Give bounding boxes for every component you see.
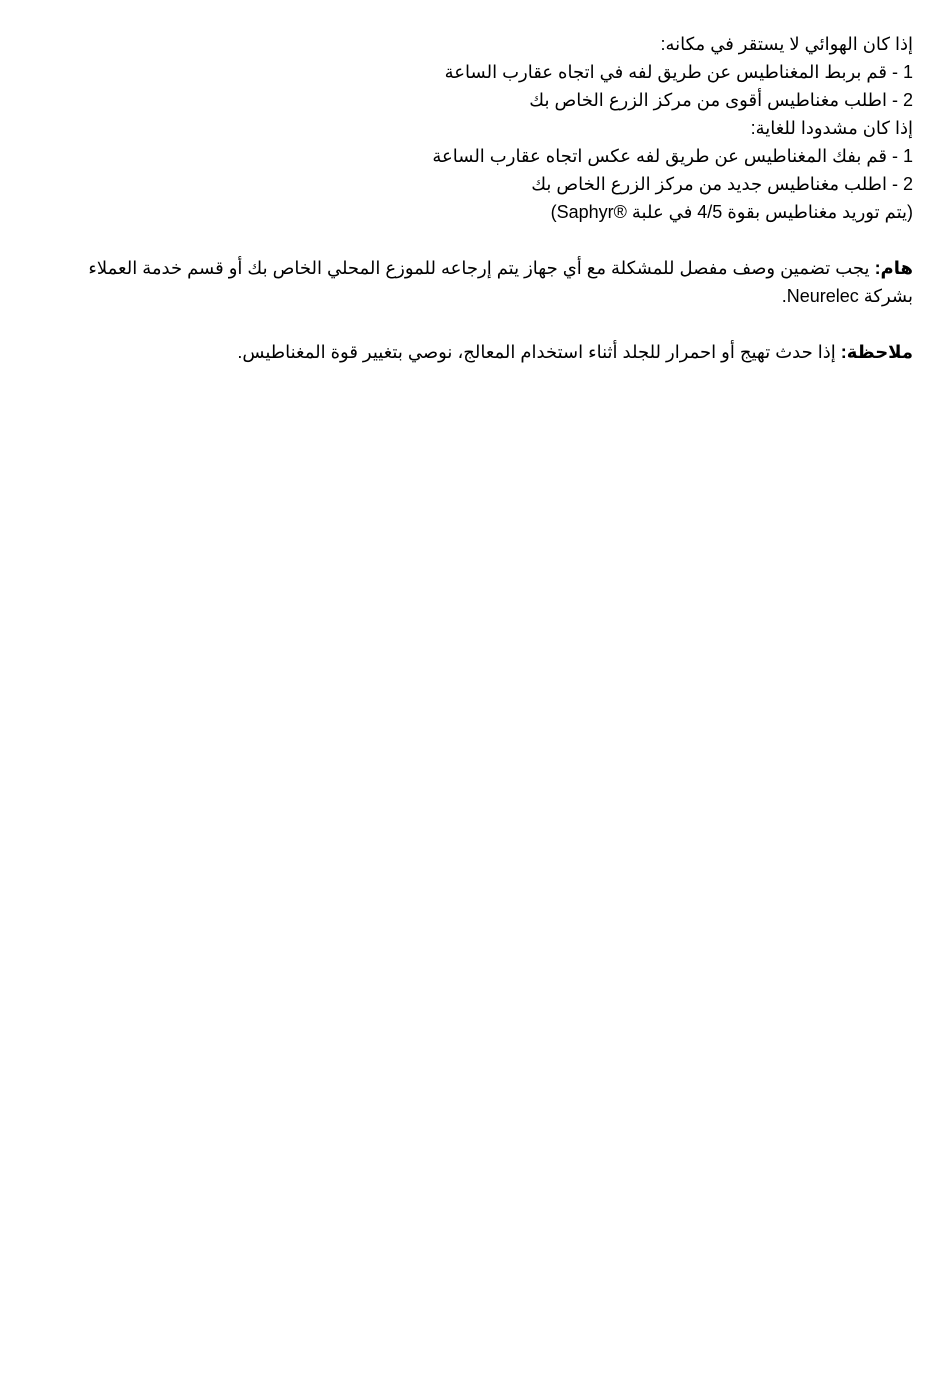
important-label: هام:	[874, 258, 913, 278]
important-text: يجب تضمين وصف مفصل للمشكلة مع أي جهاز يتم إرجاعه للموزع المحلي الخاص بك أو قسم خدمة العملاء بشركة Neurelec.	[88, 258, 913, 306]
remark-label: ملاحظة:	[840, 342, 913, 362]
spacer	[60, 226, 913, 254]
unstable-step-2: 2 - اطلب مغناطيس أقوى من مركز الزرع الخاص بك	[529, 90, 913, 110]
unstable-step-1: 1 - قم بربط المغناطيس عن طريق لفه في اتجاه عقارب الساعة	[444, 62, 913, 82]
spacer	[60, 310, 913, 338]
too-tight-step-1: 1 - قم بفك المغناطيس عن طريق لفه عكس اتجاه عقارب الساعة	[432, 146, 913, 166]
remark-paragraph	[60, 338, 913, 366]
unstable-antenna-heading: إذا كان الهوائي لا يستقر في مكانه:	[660, 34, 913, 54]
magnet-supply-note: (يتم توريد مغناطيس بقوة 4/5 في علبة ®Saphyr)	[550, 202, 913, 222]
too-tight-heading: إذا كان مشدودا للغاية:	[750, 118, 913, 138]
important-paragraph	[60, 254, 913, 310]
document-page	[60, 30, 913, 366]
remark-text: إذا حدث تهيج أو احمرار للجلد أثناء استخدام المعالج، نوصي بتغيير قوة المغناطيس.	[237, 342, 841, 362]
too-tight-step-2: 2 - اطلب مغناطيس جديد من مركز الزرع الخاص بك	[531, 174, 913, 194]
